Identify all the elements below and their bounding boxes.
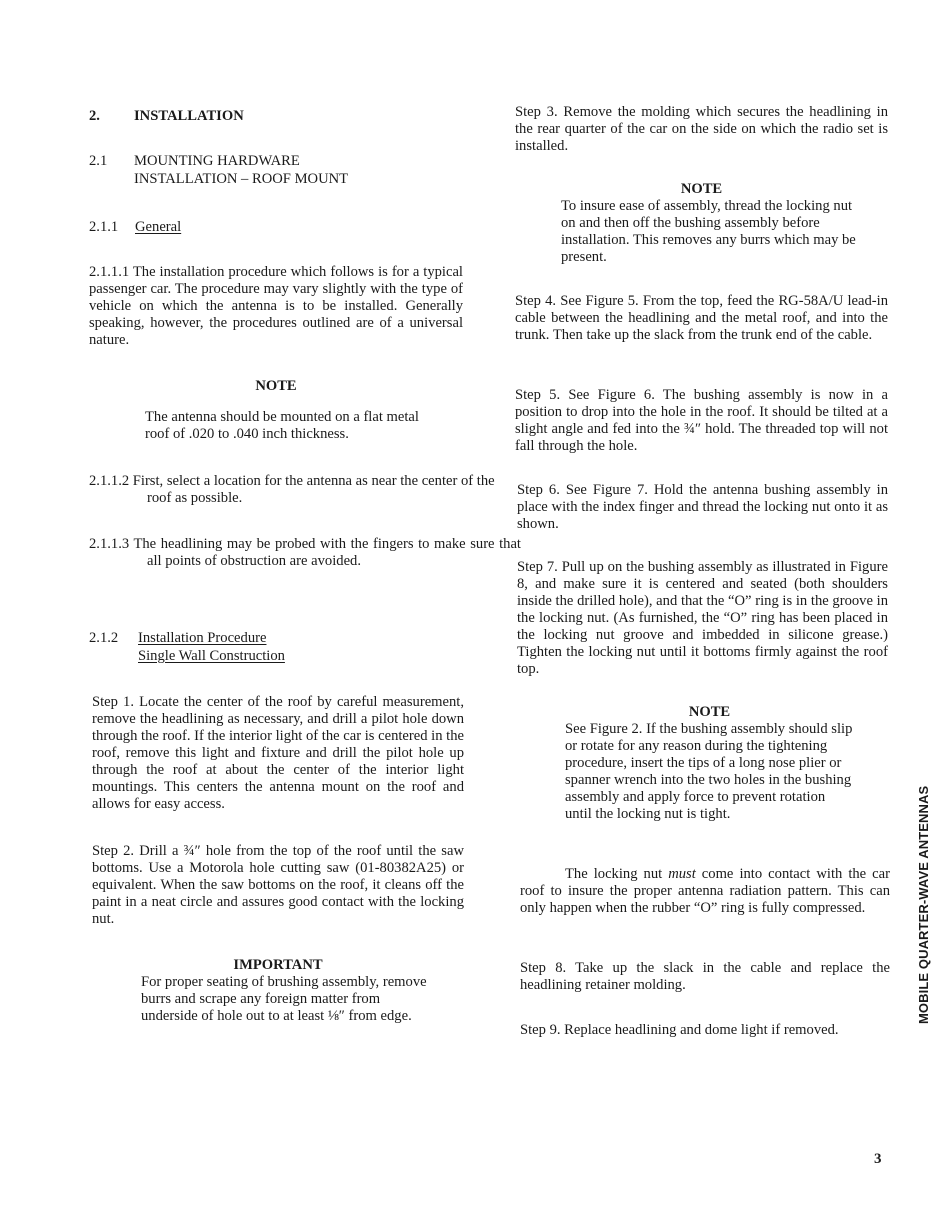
step-8: Step 8. Take up the slack in the cable and replace the headlining retainer molding. bbox=[520, 960, 890, 993]
locking-text-end: come into contact with the car roof to insure the proper antenna radiation pattern. This can only happen when the rubber “O” ring is fully compressed. bbox=[520, 866, 890, 916]
section-title: INSTALLATION bbox=[134, 108, 244, 124]
note-text: See Figure 2. If the bushing assembly should slip or rotate for any reason during the tightening procedure, insert the tips of a long nose plier or spanner wrench into the two holes in the bushing assembly and apply force to prevent rotation until the locking nut is tight. bbox=[565, 721, 853, 822]
page-number: 3 bbox=[874, 1151, 882, 1167]
paragraph-2113: 2.1.1.3 The headlining may be probed with the fingers to make sure that all points of obstruction are avoided. bbox=[89, 536, 521, 569]
step-5: Step 5. See Figure 6. The bushing assembly is now in a position to drop into the hole in the roof. It should be tilted at a slight angle and fed into the ¾″ hold. The threaded top will not fall through the hole. bbox=[515, 387, 888, 454]
subsection-number: 2.1 bbox=[89, 153, 108, 169]
subsubsection-title-line1: Installation Procedure bbox=[138, 630, 267, 646]
note-text: The antenna should be mounted on a flat metal roof of .020 to .040 inch thickness. bbox=[145, 409, 419, 442]
subsubsection-number: 2.1.2 bbox=[89, 630, 119, 646]
important-text: For proper seating of brushing assembly, remove burrs and scrape any foreign matter from underside of hole out to at least ⅛″ from edge. bbox=[141, 974, 427, 1024]
subsubsection-title-line2: Single Wall Construction bbox=[138, 648, 285, 664]
step-6: Step 6. See Figure 7. Hold the antenna bushing assembly in place with the index finger and thread the locking nut onto it as shown. bbox=[517, 482, 888, 532]
important-heading: IMPORTANT bbox=[233, 957, 323, 973]
note-text: To insure ease of assembly, thread the locking nut on and then off the bushing assembly before installation. This removes any burrs which may be present. bbox=[561, 198, 856, 265]
emphasis-must: must bbox=[668, 866, 696, 882]
section-number: 2. bbox=[89, 108, 100, 124]
subsection-title-line1: MOUNTING HARDWARE bbox=[134, 153, 300, 169]
step-1: Step 1. Locate the center of the roof by careful measurement, remove the headlining as necessary, and drill a pilot hole down through the roof. If the interior light of the car is centered in the roof, remove this light and fixture and drill the pilot hole up through the roof at about the center of the interior light mountings. This centers the antenna mount on the roof and allows for easy access. bbox=[92, 694, 465, 812]
paragraph-2112: 2.1.1.2 First, select a location for the antenna as near the center of the roof as possible. bbox=[89, 473, 495, 506]
subsubsection-number: 2.1.1 bbox=[89, 219, 119, 235]
note-heading: NOTE bbox=[680, 181, 723, 197]
subsubsection-title: General bbox=[135, 219, 182, 235]
step-2: Step 2. Drill a ¾″ hole from the top of the roof until the saw bottoms. Use a Motorola hole cutting saw (01-80382A25) or equivalent. When the saw bottoms on the roof, it cleans off the paint in a neat circle and assures good contact with the locking nut. bbox=[92, 843, 464, 927]
step-9: Step 9. Replace headlining and dome light if removed. bbox=[520, 1022, 839, 1038]
step-4: Step 4. See Figure 5. From the top, feed the RG-58A/U lead-in cable between the headlining and the metal roof, and into the trunk. Then take up the slack from the trunk end of the cable. bbox=[515, 293, 888, 343]
locking-nut-paragraph bbox=[520, 866, 890, 917]
step-7: Step 7. Pull up on the bushing assembly as illustrated in Figure 8, and make sure it is centered and seated (both shoulders inside the drilled hole), and that the “O” ring is in the groove in the locking nut. (As furnished, the “O” ring has been placed in the locking nut groove and imbedded in silicone grease.) Tighten the locking nut until it bottoms firmly against the roof top. bbox=[517, 559, 888, 677]
paragraph-2111: 2.1.1.1 The installation procedure which follows is for a typical passenger car. The procedure may vary slightly with the type of vehicle on which the antenna is to be installed. Generally speaking, however, the procedures outlined are of a universal nature. bbox=[89, 264, 463, 348]
note-heading: NOTE bbox=[255, 378, 297, 394]
locking-text-start: The locking nut bbox=[565, 866, 669, 882]
subsection-title-line2: INSTALLATION – ROOF MOUNT bbox=[134, 171, 349, 187]
note-heading: NOTE bbox=[688, 704, 731, 720]
side-running-head: MOBILE QUARTER-WAVE ANTENNAS bbox=[916, 785, 931, 1024]
step-3: Step 3. Remove the molding which secures the headlining in the rear quarter of the car on the side on which the radio set is installed. bbox=[515, 104, 888, 154]
